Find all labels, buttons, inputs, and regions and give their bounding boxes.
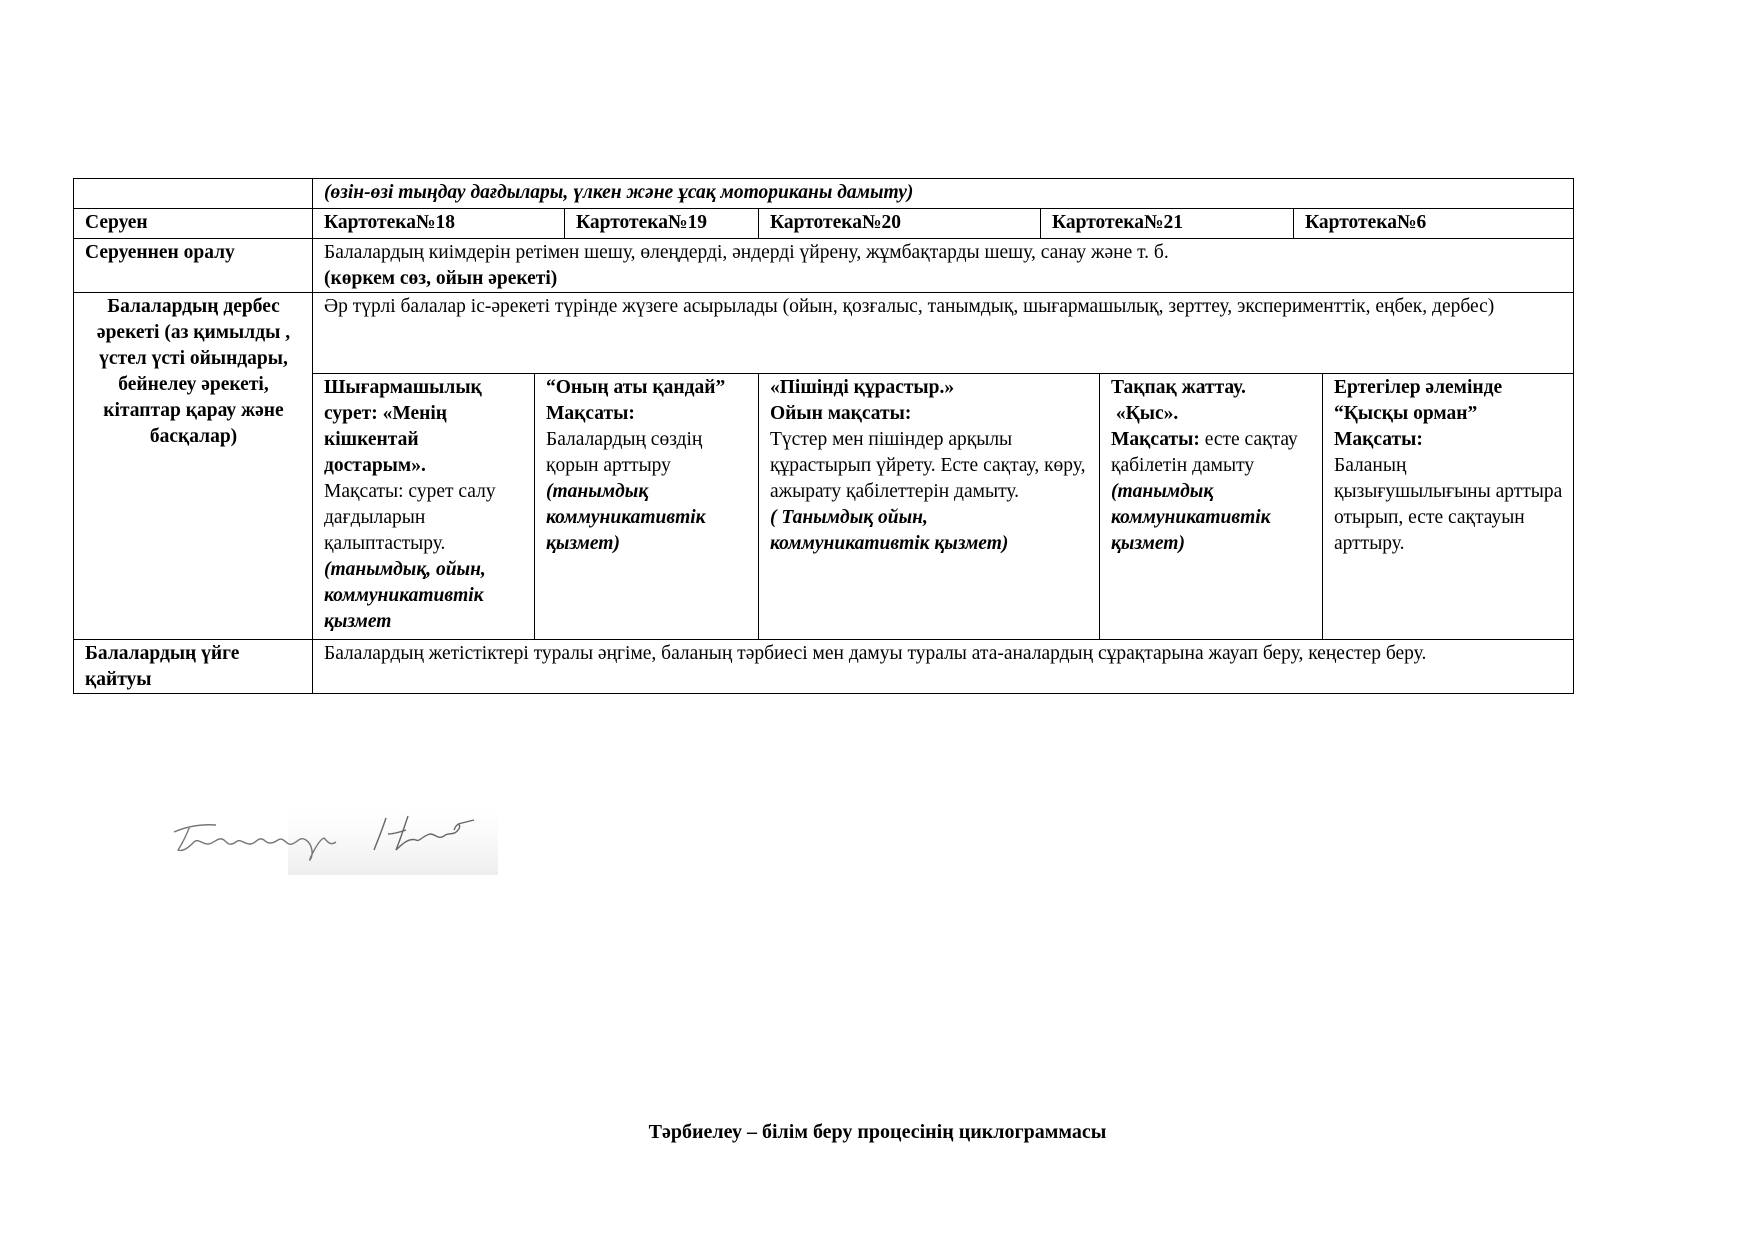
return-walk-text: Балалардың киімдерін ретімен шешу, өлеңдерді, әндерді үйрену, жұмбақтарды шешу, санау және т. б.: [324, 242, 1169, 263]
activity-4-note: (танымдық коммуникативтік қызмет): [1111, 481, 1271, 554]
activity-4-title2: «Қыс».: [1111, 403, 1179, 424]
activity-5: [1323, 374, 1573, 639]
walk-card-2: Картотека№19: [576, 212, 708, 233]
walk-card-4: Картотека№21: [1052, 212, 1184, 233]
return-walk-cell: [313, 239, 1573, 292]
activity-2-title: “Оның аты қандай”: [546, 377, 726, 398]
go-home-label: Балалардың үйге қайтуы: [85, 643, 240, 690]
independent-text: Әр түрлі балалар іс-әрекеті түрінде жүзеге асырылады (ойын, қозғалыс, танымдық, шығармашылық, зерттеу, эксперименттік, еңбек, дербес): [324, 296, 1495, 317]
walk-card-5: Картотека№6: [1305, 212, 1427, 233]
activity-2: [535, 374, 758, 639]
activity-2-note: (танымдық коммуникативтік қызмет): [546, 481, 706, 554]
walk-card-3: Картотека№20: [770, 212, 902, 233]
activity-2-goal-label: Мақсаты:: [546, 403, 635, 424]
activity-3: [759, 374, 1099, 639]
activity-1: [313, 374, 534, 639]
independent-label: Балалардың дербес әрекеті (аз қимылды , үстел үсті ойындары, бейнелеу әрекеті, кітаптар қарау және басқалар): [96, 296, 291, 447]
activity-1-title: Шығармашылық сурет: «Менің кішкентай достарым».: [324, 377, 482, 476]
activity-3-note: ( Танымдық ойын, коммуникативтік қызмет): [770, 507, 1009, 554]
activity-4: [1100, 374, 1322, 639]
handwritten-signature: [168, 800, 498, 875]
activity-4-title: Тақпақ жаттау.: [1111, 377, 1246, 398]
row0-note: (өзін-өзі тыңдау дағдылары, үлкен және ұсақ моториканы дамыту): [324, 182, 914, 203]
walk-card-1: Картотека№18: [324, 212, 456, 233]
return-walk-note: (көркем сөз, ойын әрекеті): [324, 268, 558, 289]
activity-3-goal: Түстер мен пішіндер арқылы құрастырып үйрету. Есте сақтау, көру, ажырату қабілеттерін дамыту.: [770, 429, 1086, 502]
row0-label: [74, 179, 312, 208]
activity-1-goal: Мақсаты: сурет салу дағдыларын қалыптастыру.: [324, 481, 496, 554]
activity-5-goal-label: Мақсаты:: [1334, 429, 1423, 450]
activity-4-goal: есте сақтау қабілетін дамыту: [1111, 429, 1298, 476]
activity-3-goal-label: Ойын мақсаты:: [770, 403, 912, 424]
go-home-text: Балалардың жетістіктері туралы әңгіме, баланың тәрбиесі мен дамуы туралы ата-аналардың сұрақтарына жауап беру, кеңестер беру.: [324, 643, 1427, 664]
table-rule: [73, 693, 1574, 694]
return-walk-label: Серуеннен оралу: [85, 242, 235, 263]
activity-3-title: «Пішінді құрастыр.»: [770, 377, 955, 398]
activity-4-goal-label: Мақсаты:: [1111, 429, 1200, 450]
table-rule: [1573, 178, 1574, 694]
activity-5-goal: Баланың қызығушылығыны арттыра отырып, есте сақтауын арттыру.: [1334, 455, 1563, 554]
walk-label: Серуен: [85, 212, 148, 233]
activity-2-goal: Балалардың сөздің қорын арттыру: [546, 429, 703, 476]
activity-5-title: Ертегілер әлемінде “Қысқы орман”: [1334, 377, 1503, 424]
page-footer-title: Тәрбиелеу – білім беру процесінің циклограммасы: [648, 1121, 1107, 1143]
activity-1-note: (танымдық, ойын, коммуникативтік қызмет: [324, 559, 486, 632]
